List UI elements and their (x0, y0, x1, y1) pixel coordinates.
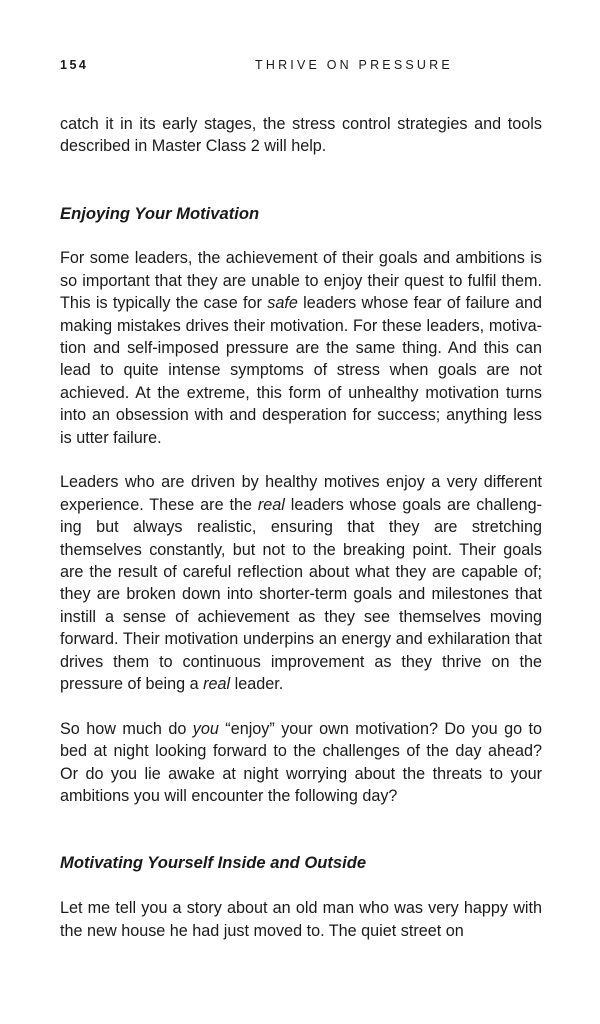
paragraph-text: leaders whose fear of failure and making mistakes drives their motivation. For these leaders, motivation and self-imposed pressure are the same thing. And this can lead to quite intense symptoms of stress when goals are not achieved. At the extreme, this form of unhealthy motivation turns into an obsession with and desperation for success; anything less is utter failure. (60, 294, 543, 447)
emphasis-real: real (203, 675, 231, 694)
emphasis-you: you (192, 719, 219, 738)
running-head (60, 57, 540, 73)
section-heading-enjoying-motivation: Enjoying Your Motivation (60, 203, 260, 223)
paragraph-text: So how much do (60, 719, 193, 738)
book-title: THRIVE ON PRESSURE (255, 58, 453, 72)
paragraph-continuation (60, 113, 542, 158)
spacer (60, 449, 542, 471)
emphasis-real: real (257, 495, 285, 514)
spacer (60, 875, 542, 897)
spacer (60, 808, 542, 853)
emphasis-safe: safe (267, 294, 298, 313)
spacer (60, 225, 542, 247)
paragraph-text: “enjoy” your own motivation? Do you go to bed at night looking forward to the challenges of the day ahead? Or do you lie awake at night worrying about the threats to your ambitions you will encounter the following day? (60, 719, 542, 806)
spacer (60, 158, 542, 203)
body-text (60, 113, 542, 942)
paragraph-story (60, 897, 542, 942)
page-number: 154 (60, 58, 89, 72)
spacer (60, 696, 542, 718)
paragraph-text: Leaders who are driven by healthy motives enjoy a very different experience. These are the (60, 473, 542, 514)
paragraph-text: catch it in its early stages, the stress control strategies and tools described in Master Class 2 will help. (60, 115, 542, 156)
paragraph-real-leaders (60, 471, 542, 695)
section-heading-motivating-yourself: Motivating Yourself Inside and Outside (60, 853, 367, 873)
paragraph-safe-leaders (60, 247, 542, 449)
paragraph-question (60, 718, 542, 808)
paragraph-text: Let me tell you a story about an old man who was very happy with the new house he had just moved to. The quiet street on (60, 899, 542, 940)
paragraph-text: leader. (230, 675, 284, 694)
paragraph-text: leaders whose goals are challenging but always realistic, ensuring that they are stretching themselves constantly, but not to the breaking point. Their goals are the result of careful reflection about what they are capable of; they are broken down into shorter-term goals and milestones that instill a sense of achievement as they see themselves moving forward. Their motivation underpins an energy and exhilaration that drives them to continuous improvement as they thrive on the pressure of being a (60, 495, 542, 694)
paragraph-text: For some leaders, the achievement of their goals and ambitions is so important that they are unable to enjoy their quest to fulfil them. This is typically the case for (60, 249, 542, 313)
